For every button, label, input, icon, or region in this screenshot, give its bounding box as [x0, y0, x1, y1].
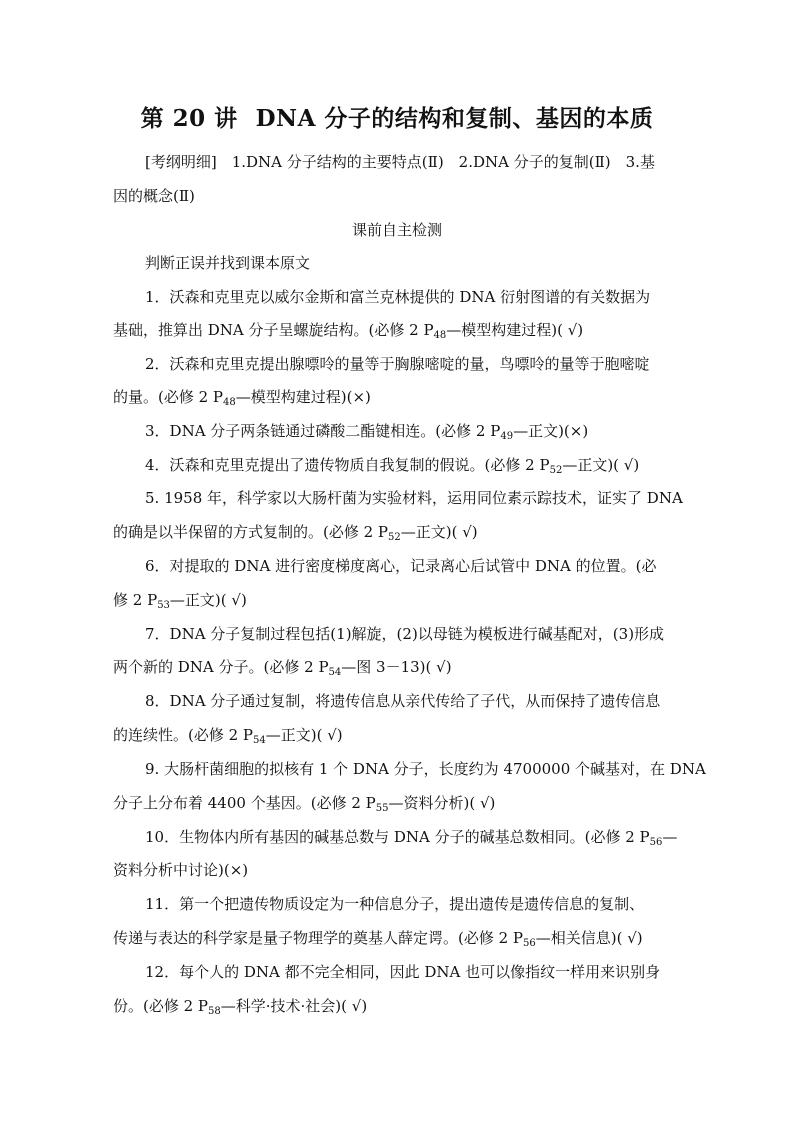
item-3-line-a: 3．DNA 分子两条链通过磷酸二酯键相连。(必修 2 $P_{49}—$正文)(×) [145, 422, 589, 442]
item-5-line-b: 的确是以半保留的方式复制的。(必修 2 $P_{52}—$正文)( √) [113, 523, 478, 543]
section-heading: 课前自主检测 [351, 221, 442, 239]
item-6-line-b: 修 2 $P_{53}—$正文)( √) [113, 591, 247, 611]
item-7-line-a: 7．DNA 分子复制过程包括(1)解旋，(2)以母链为模板进行碱基配对，(3)形成 [145, 625, 665, 643]
item-1-line-b: 基础，推算出 DNA 分子呈螺旋结构。(必修 2 $P_{48}—$模型构建过程)( √) [113, 321, 584, 341]
lecture-title: DNA 分子的结构和复制、基因的本质 [255, 105, 654, 132]
instruction-text: 判断正误并找到课本原文 [145, 254, 311, 272]
item-4-line-a: 4．沃森和克里克提出了遗传物质自我复制的假说。(必修 2 $P_{52}—$正文)( √) [145, 456, 640, 476]
item-8-line-a: 8．DNA 分子通过复制，将遗传信息从亲代传给了子代，从而保持了遗传信息 [145, 692, 661, 710]
item-8-line-b: 的连续性。(必修 2 $P_{54}—$正文)( √) [113, 726, 343, 746]
item-11-line-a: 11．第一个把遗传物质设定为一种信息分子，提出遗传是遗传信息的复制、 [145, 895, 645, 913]
item-7-line-b: 两个新的 DNA 分子。(必修 2 $P_{54}—$图 3－13)( √) [113, 658, 452, 678]
item-5-line-a: 5. 1958 年，科学家以大肠杆菌为实验材料，运用同位素示踪技术，证实了 DNA [145, 489, 683, 507]
item-9-line-b: 分子上分布着 4400 个基因。(必修 2 $P_{55}—$资料分析)( √) [113, 794, 496, 814]
item-2-line-a: 2．沃森和克里克提出腺嘌呤的量等于胸腺嘧啶的量，鸟嘌呤的量等于胞嘧啶 [145, 355, 650, 373]
page-title [0, 100, 794, 133]
item-12-line-b: 份。(必修 2 $P_{58}—$科学·技术·社会)( √) [113, 997, 368, 1017]
outline-line-2: 因的概念(Ⅱ) [113, 187, 195, 205]
item-9-line-a: 9. 大肠杆菌细胞的拟核有 1 个 DNA 分子，长度约为 4700000 个碱基对，在 DNA [145, 760, 706, 778]
item-10-line-a: 10．生物体内所有基因的碱基总数与 DNA 分子的碱基总数相同。(必修 2 $P_{56}—$ [145, 828, 678, 848]
item-2-line-b: 的量。(必修 2 $P_{48}—$模型构建过程)(×) [113, 388, 371, 408]
item-10-line-b: 资料分析中讨论)(×) [113, 861, 249, 879]
lecture-number: 第 20 讲 [140, 105, 238, 132]
item-1-line-a: 1．沃森和克里克以威尔金斯和富兰克林提供的 DNA 衍射图谱的有关数据为 [145, 288, 651, 306]
item-12-line-a: 12．每个人的 DNA 都不完全相同，因此 DNA 也可以像指纹一样用来识别身 [145, 963, 661, 981]
item-6-line-a: 6．对提取的 DNA 进行密度梯度离心，记录离心后试管中 DNA 的位置。(必 [145, 557, 657, 575]
outline-line-1: [考纲明细] 1.DNA 分子结构的主要特点(Ⅱ) 2.DNA 分子的复制(Ⅱ) 3.基 [145, 153, 655, 171]
item-11-line-b: 传递与表达的科学家是量子物理学的奠基人薛定谔。(必修 2 $P_{56}—$相关信息)( √) [113, 929, 643, 949]
